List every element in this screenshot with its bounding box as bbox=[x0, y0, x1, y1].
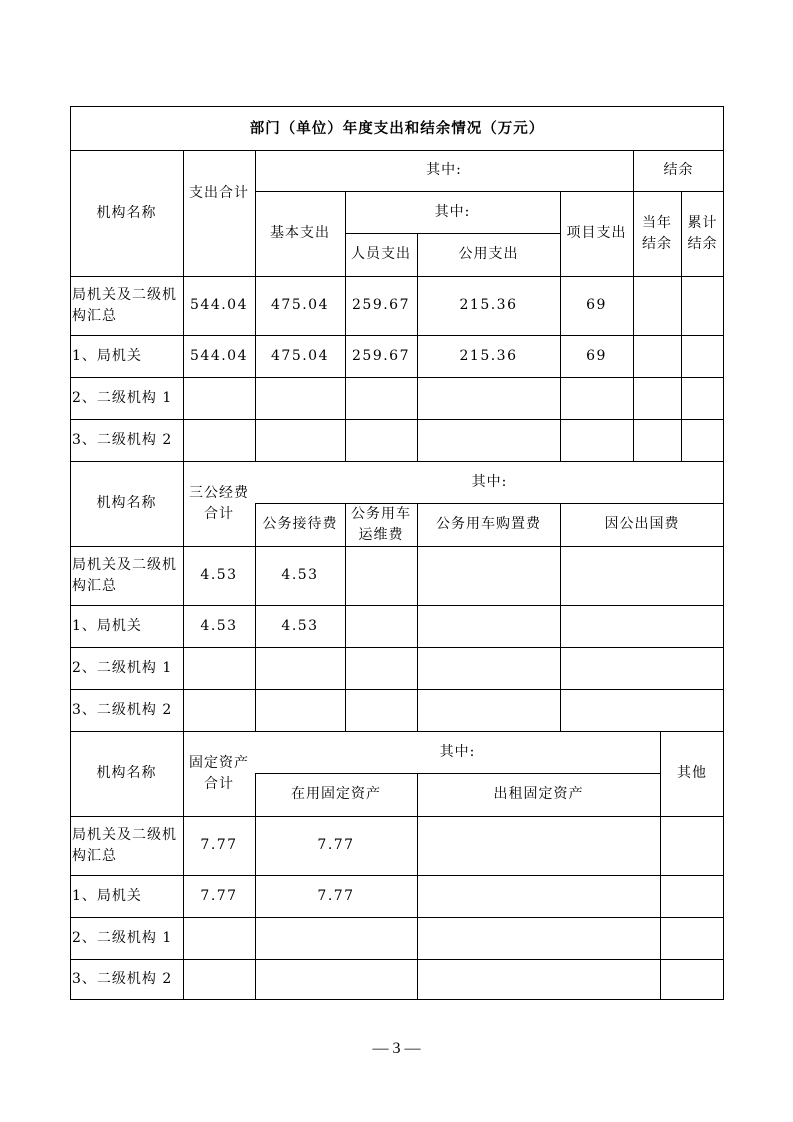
s1-row-project: 69 bbox=[586, 297, 607, 313]
s3-other-header: 其他 bbox=[677, 765, 707, 781]
s1-row-project: 69 bbox=[586, 347, 607, 364]
s3-total-header: 固定资产合计 bbox=[189, 754, 249, 792]
s1-cumulative-balance-header: 累计结余 bbox=[687, 214, 718, 252]
s3-row-total: 7.77 bbox=[200, 837, 238, 853]
s1-among-sub-header: 其中: bbox=[434, 203, 471, 220]
table-title: 部门（单位）年度支出和结余情况（万元） bbox=[249, 119, 545, 137]
s3-row-total: 7.77 bbox=[200, 887, 238, 904]
s1-row-personnel: 259.67 bbox=[352, 297, 410, 313]
s1-row-name: 2、二级机构 1 bbox=[72, 389, 173, 406]
s1-org-name-header: 机构名称 bbox=[96, 204, 157, 221]
page-number: — 3 — bbox=[372, 1040, 421, 1057]
s1-row-public: 215.36 bbox=[459, 297, 518, 313]
s2-row-total: 4.53 bbox=[200, 567, 238, 583]
s2-vehicle-ops-header: 公务用车运维费 bbox=[351, 505, 411, 543]
s2-org-name-header: 机构名称 bbox=[96, 495, 157, 511]
s3-row-name: 2、二级机构 1 bbox=[72, 929, 173, 946]
s1-row-personnel: 259.67 bbox=[352, 347, 410, 364]
s2-reception-header: 公务接待费 bbox=[262, 516, 338, 532]
s2-total-header: 三公经费合计 bbox=[189, 484, 249, 522]
s2-abroad-header: 因公出国费 bbox=[604, 516, 680, 532]
s2-row-name: 3、二级机构 2 bbox=[72, 701, 173, 718]
s1-row-name: 1、局机关 bbox=[72, 347, 142, 364]
s2-row-reception: 4.53 bbox=[281, 567, 319, 583]
s3-row-in-use: 7.77 bbox=[317, 837, 355, 853]
s1-balance-header: 结余 bbox=[663, 162, 694, 178]
s3-leased-header: 出租固定资产 bbox=[493, 786, 584, 802]
s2-row-reception: 4.53 bbox=[281, 617, 319, 634]
s3-among-header: 其中: bbox=[439, 743, 476, 760]
s2-row-name: 2、二级机构 1 bbox=[72, 659, 173, 676]
s1-current-year-balance-header: 当年结余 bbox=[642, 214, 672, 252]
s1-among-header: 其中: bbox=[426, 162, 462, 178]
s1-public-header: 公用支出 bbox=[458, 246, 519, 262]
s1-personnel-header: 人员支出 bbox=[351, 246, 411, 262]
s2-row-name: 局机关及二级机构汇总 bbox=[72, 556, 177, 594]
s1-row-public: 215.36 bbox=[459, 347, 518, 364]
s1-row-name: 局机关及二级机构汇总 bbox=[72, 286, 177, 324]
s1-row-name: 3、二级机构 2 bbox=[72, 431, 173, 448]
s1-row-basic: 475.04 bbox=[271, 297, 329, 313]
s3-org-name-header: 机构名称 bbox=[96, 765, 157, 781]
s3-row-in-use: 7.77 bbox=[317, 887, 355, 904]
s2-vehicle-purchase-header: 公务用车购置费 bbox=[436, 516, 541, 532]
s1-project-header: 项目支出 bbox=[566, 225, 627, 241]
s3-row-name: 3、二级机构 2 bbox=[72, 971, 173, 987]
s2-row-name: 1、局机关 bbox=[72, 617, 142, 634]
s1-row-total: 544.04 bbox=[190, 297, 248, 313]
s3-row-name: 局机关及二级机构汇总 bbox=[72, 826, 177, 864]
expenditure-balance-table bbox=[70, 106, 724, 1000]
s3-in-use-header: 在用固定资产 bbox=[291, 786, 381, 802]
s1-basic-header: 基本支出 bbox=[270, 225, 330, 241]
s2-among-header: 其中: bbox=[471, 473, 508, 490]
s2-row-total: 4.53 bbox=[200, 617, 238, 634]
s1-total-header: 支出合计 bbox=[189, 184, 249, 201]
s3-row-name: 1、局机关 bbox=[72, 887, 142, 904]
s1-row-basic: 475.04 bbox=[271, 347, 329, 364]
s1-row-total: 544.04 bbox=[190, 347, 248, 364]
